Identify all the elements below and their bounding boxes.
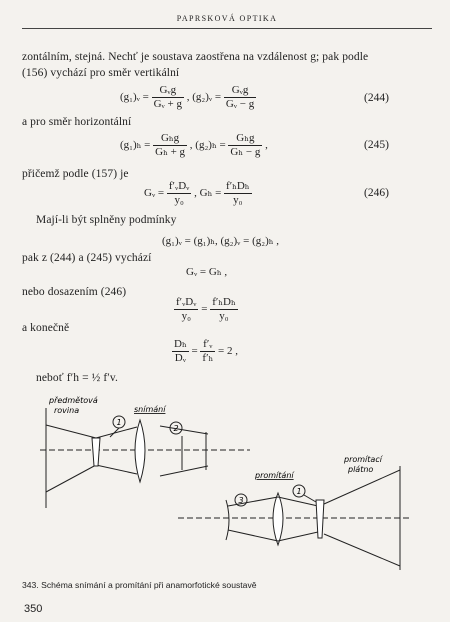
sub-equals: = (201, 303, 208, 316)
ray-top-3 (96, 427, 137, 438)
body-line-5: Mají-li být splněny podmínky (36, 214, 177, 226)
equation-gv-gh: Gᵥ = Gₕ , (186, 266, 228, 278)
marker-2: 2 (173, 424, 179, 433)
marker-4: 1 (296, 487, 302, 496)
label-object-plane-1: předmětová (49, 396, 98, 405)
ray-top-4 (96, 465, 137, 474)
fin-equals: = (191, 345, 198, 358)
film-ray-1 (160, 426, 208, 434)
fin-den-left: Dᵥ (174, 352, 186, 364)
eq245-mid: , (g₂)ₕ = (189, 139, 226, 152)
body-line-2: (156) vychází pro směr vertikální (22, 67, 180, 79)
body-line-8: a konečně (22, 322, 70, 334)
label-projection: promítání (255, 471, 294, 480)
body-line-1: zontálním, stejná. Nechť je soustava zaostřena na vzdálenost g; pak podle (22, 51, 369, 63)
label-shooting: snímání (134, 405, 166, 414)
fin-tail: = 2 , (218, 345, 238, 358)
ray-top-2 (46, 465, 96, 492)
sub-num-left: f′ᵥDᵥ (176, 296, 197, 308)
eq245-f2-num: Gₕg (228, 132, 262, 146)
fin-den-right: f′ₕ (202, 352, 214, 364)
eq246-mid: , Gₕ = (194, 187, 222, 200)
body-line-3: a pro směr horizontální (22, 116, 132, 128)
body-line-7: nebo dosazením (246) (22, 286, 127, 298)
screen-ray-1 (324, 470, 400, 504)
equation-number-244: (244) (364, 92, 389, 104)
eq244-f1-den: Gᵥ + g (153, 98, 182, 110)
fin-num-right: f′ᵥ (200, 338, 215, 352)
eq244-f2-den: Gᵥ − g (225, 98, 255, 110)
eq244-left: (g₁)ᵥ = (120, 91, 149, 104)
label-screen-2: plátno (348, 465, 374, 474)
fin-num-left: Dₕ (174, 338, 187, 350)
eq244-f2-num: Gᵥg (224, 84, 256, 98)
ray-top-1 (46, 425, 96, 438)
projection-lens (273, 493, 283, 545)
eq246-f1-den: y₀ (174, 194, 184, 206)
body-line-9: neboť f′h = ½ f′v. (36, 372, 118, 384)
equation-number-246: (246) (364, 187, 389, 199)
figure-caption: 343. Schéma snímání a promítání při anamorfotické soustavě (22, 580, 257, 590)
proj-ray-4 (278, 532, 318, 541)
eq245-tail: , (265, 139, 268, 152)
equation-number-245: (245) (364, 139, 389, 151)
body-line-4: přičemž podle (157) je (22, 168, 129, 180)
screen-ray-2 (324, 534, 400, 566)
label-screen-1: promítací (344, 455, 382, 464)
eq245-f1-den: Gₕ + g (155, 146, 186, 158)
eq246-f2-num: f′ₕDₕ (226, 180, 250, 192)
marker-4-leader (304, 495, 316, 502)
body-line-6: pak z (244) a (245) vychází (22, 252, 152, 264)
sub-num-right: f′ₕDₕ (212, 296, 236, 308)
sub-den-right: y₀ (219, 310, 229, 322)
eq244-f1-num: Gᵥg (152, 84, 184, 98)
eq245-f1-num: Gₕg (153, 132, 187, 146)
running-title: PAPRSKOVÁ OPTIKA (176, 14, 278, 23)
label-object-plane-2: rovina (54, 406, 80, 415)
condition-equation: (g₁)ᵥ = (g₁)ₕ, (g₂)ᵥ = (g₂)ₕ , (162, 235, 280, 247)
eq244-mid: , (g₂)ᵥ = (186, 91, 222, 104)
marker-3: 3 (238, 496, 244, 505)
film-ray-2 (160, 466, 208, 476)
page-number: 350 (24, 603, 43, 615)
objective-lens (135, 420, 145, 482)
eq246-left: Gᵥ = (144, 187, 165, 200)
sub-den-left: y₀ (181, 310, 191, 322)
cylinder-lens-1 (92, 438, 100, 466)
proj-ray-3 (278, 497, 318, 506)
marker-1: 1 (116, 418, 122, 427)
proj-ray-2 (228, 530, 278, 541)
eq245-f2-den: Gₕ − g (230, 146, 261, 158)
eq246-f2-den: y₀ (233, 194, 243, 206)
eq246-f1-num: f′ᵥDᵥ (168, 180, 190, 192)
eq245-left: (g₁)ₕ = (120, 139, 151, 152)
cylinder-lens-2 (316, 500, 324, 538)
